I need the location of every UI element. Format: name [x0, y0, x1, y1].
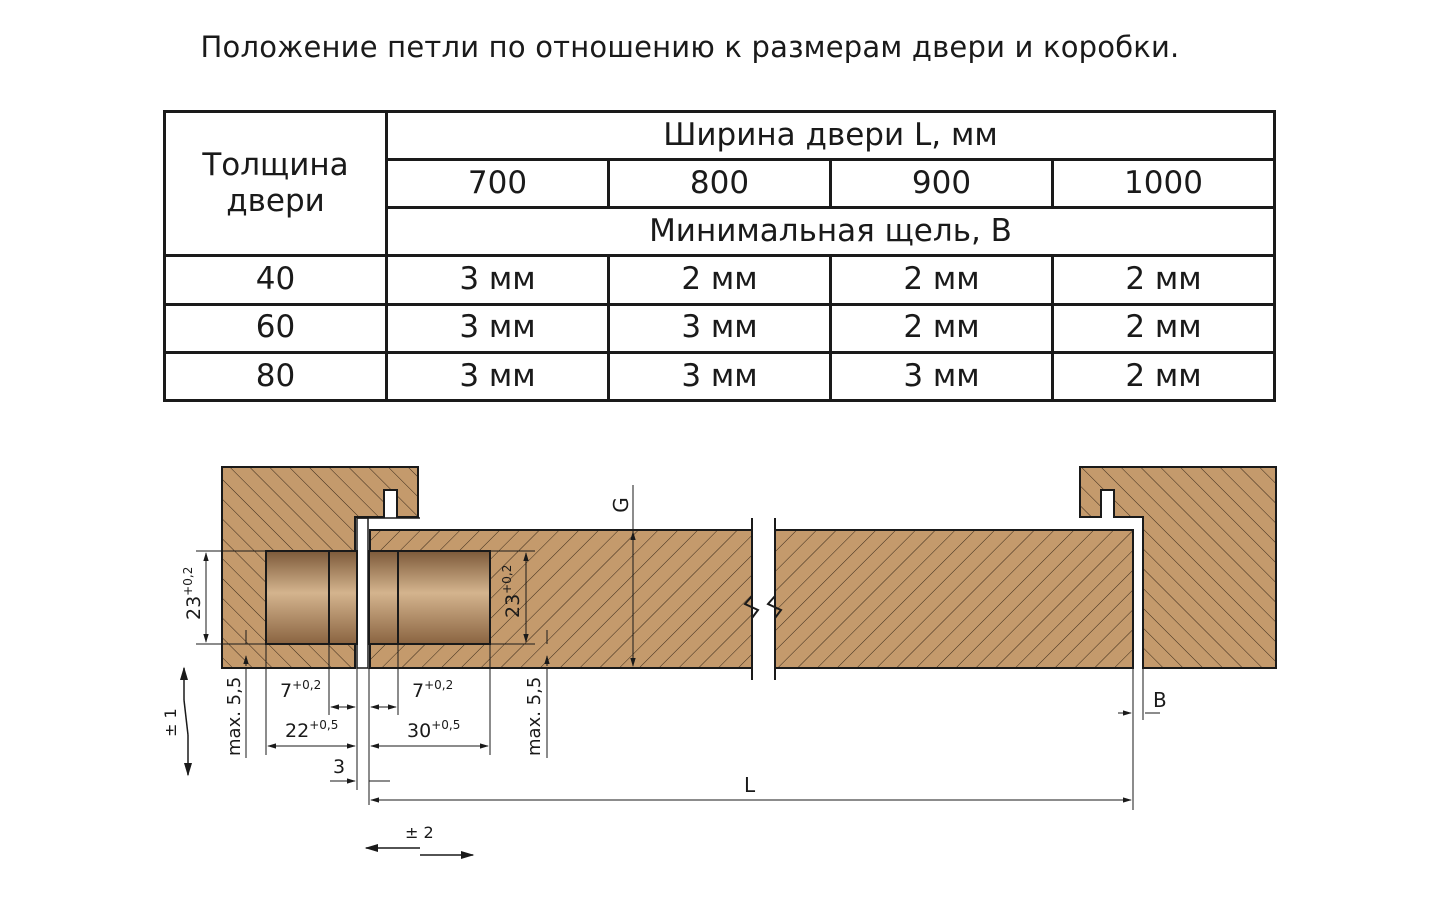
label-G: G [609, 497, 633, 513]
gap-cell: 3 мм [387, 304, 609, 352]
gap-cell: 2 мм [831, 256, 1053, 304]
label-max-left: max. 5,5 [224, 676, 245, 756]
width-800: 800 [609, 160, 831, 208]
label-7-left: $7^{+0,2}$ [280, 678, 322, 702]
label-pm1: ± 1 [161, 708, 180, 737]
gap-cell: 3 мм [609, 304, 831, 352]
gap-cell: 3 мм [387, 352, 609, 400]
thickness-cell: 80 [165, 352, 387, 400]
width-900: 900 [831, 160, 1053, 208]
label-pm2: ± 2 [405, 823, 434, 842]
table-row [165, 304, 1275, 352]
hinge-cylinder-door [369, 551, 490, 644]
label-max-right: max. 5,5 [524, 676, 545, 756]
gap-cell: 2 мм [831, 304, 1053, 352]
label-22: $22^{+0,5}$ [285, 718, 339, 742]
gap-cell: 2 мм [1053, 256, 1275, 304]
gap-cell: 3 мм [831, 352, 1053, 400]
hinge-cylinder-frame [266, 551, 357, 644]
gap-header: Минимальная щель, B [387, 208, 1275, 256]
gap-table [163, 110, 1276, 402]
label-23-left: $23^{+0,2}$ [181, 566, 205, 620]
adjust-arrow-vertical [184, 668, 188, 775]
door-leaf-right [775, 530, 1133, 668]
adjust-arrow-horizontal [366, 848, 473, 855]
thickness-cell: 40 [165, 256, 387, 304]
label-7-right: $7^{+0,2}$ [412, 678, 454, 702]
gap-cell: 2 мм [1053, 352, 1275, 400]
gap-cell: 3 мм [609, 352, 831, 400]
label-L: L [744, 773, 756, 797]
table-row [165, 256, 1275, 304]
hinge-gap [357, 518, 368, 668]
label-30: $30^{+0,5}$ [407, 718, 461, 742]
table-row [165, 352, 1275, 400]
thickness-cell: 60 [165, 304, 387, 352]
gap-cell: 2 мм [609, 256, 831, 304]
page-title: Положение петли по отношению к размерам двери и коробки. [200, 30, 1180, 64]
label-B: B [1153, 688, 1167, 712]
gap-cell: 2 мм [1053, 304, 1275, 352]
thickness-header: Толщина двери [165, 112, 387, 256]
hinge-section-drawing [0, 440, 1440, 900]
label-23-right: $23^{+0,2}$ [500, 564, 524, 618]
width-header: Ширина двери L, мм [387, 112, 1275, 160]
width-1000: 1000 [1053, 160, 1275, 208]
gap-cell: 3 мм [387, 256, 609, 304]
width-700: 700 [387, 160, 609, 208]
label-3: 3 [333, 756, 346, 778]
